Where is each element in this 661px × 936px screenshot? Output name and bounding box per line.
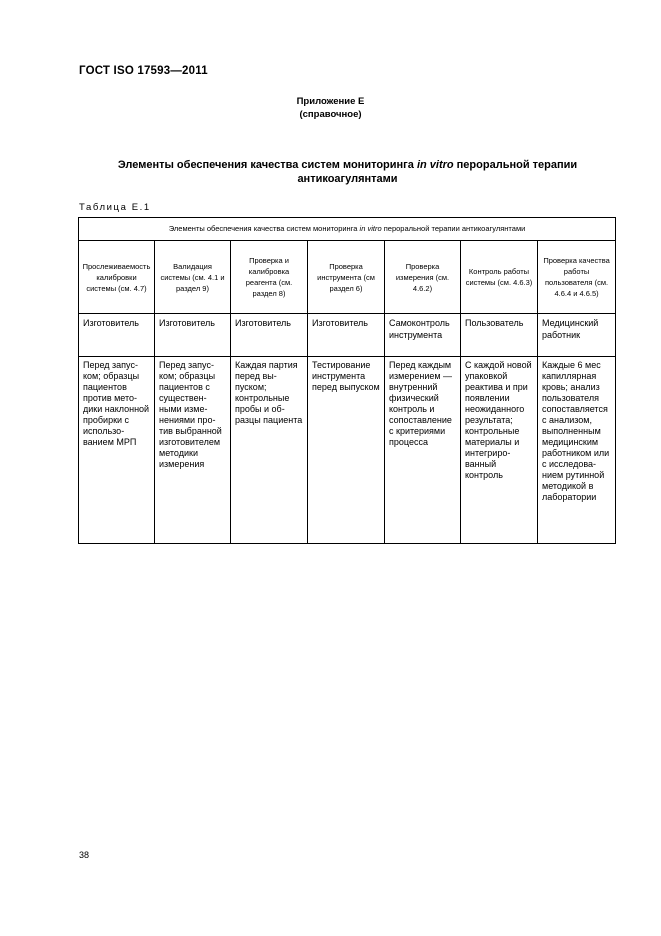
document-title-italic: in vitro [416, 159, 454, 171]
detail-cell: Каждые 6 мес капиллярная кровь; анализ пользователя сопоставляется с анализом, выполненным медицинским работником или с исследованием рутинной методикой в лаборатории [538, 357, 616, 544]
table-caption [79, 218, 616, 241]
appendix-subtitle: (справочное) [299, 109, 362, 120]
header-cell: Проверка качества работы пользователя (см. 4.6.4 и 4.6.5) [538, 241, 616, 314]
standard-header: ГОСТ ISO 17593—2011 [79, 65, 208, 77]
header-cell: Прослеживаемость калибровки системы (см. 4.7) [79, 241, 155, 314]
table-row [79, 314, 616, 357]
role-cell: Изготовитель [155, 314, 231, 357]
page-number: 38 [79, 850, 90, 860]
appendix-heading [0, 95, 661, 121]
detail-cell: Перед запуском; образцы пациентов с существенными изменениями против выбранной изготовителем методики измерения [155, 357, 231, 544]
role-cell: Изготовитель [79, 314, 155, 357]
table-row [79, 357, 616, 544]
detail-cell: Тестирование инструмента перед выпуском [308, 357, 385, 544]
header-cell: Проверка инструмента (см раздел 6) [308, 241, 385, 314]
table-label: Таблица Е.1 [79, 202, 151, 213]
document-title-part1: Элементы обеспечения качества систем мониторинга [117, 159, 417, 171]
role-cell: Изготовитель [308, 314, 385, 357]
table-caption-part2: пероральной терапии антикоагулянтами [381, 224, 526, 233]
detail-cell: Каждая партия перед выпуском; контрольные пробы и образцы пациента [231, 357, 308, 544]
header-cell: Проверка измерения (см. 4.6.2) [385, 241, 461, 314]
table-header-row [79, 241, 616, 314]
quality-elements-table [78, 217, 616, 544]
table-caption-italic: in vitro [359, 224, 382, 233]
table-caption-part1: Элементы обеспечения качества систем мониторинга [168, 224, 360, 233]
detail-cell: Перед запуском; образцы пациентов против методики наклонной пробирки с использованием МРП [79, 357, 155, 544]
document-title-part2: пероральной терапии антикоагулянтами [297, 159, 578, 185]
role-cell: Медицинский работник [538, 314, 616, 357]
header-cell: Валидация системы (см. 4.1 и раздел 9) [155, 241, 231, 314]
role-cell: Пользователь [461, 314, 538, 357]
role-cell: Самоконтроль инструмента [385, 314, 461, 357]
detail-cell: Перед каждым измерением — внутренний физический контроль и сопоставление с критериями процесса [385, 357, 461, 544]
document-title [80, 158, 615, 186]
header-cell: Проверка и калибровка реагента (см. раздел 8) [231, 241, 308, 314]
detail-cell: С каждой новой упаковкой реактива и при появлении неожиданного результата; контрольные материалы и интегрированный контроль [461, 357, 538, 544]
header-cell: Контроль работы системы (см. 4.6.3) [461, 241, 538, 314]
appendix-title: Приложение Е [296, 96, 365, 107]
role-cell: Изготовитель [231, 314, 308, 357]
table-caption-row [79, 218, 616, 241]
